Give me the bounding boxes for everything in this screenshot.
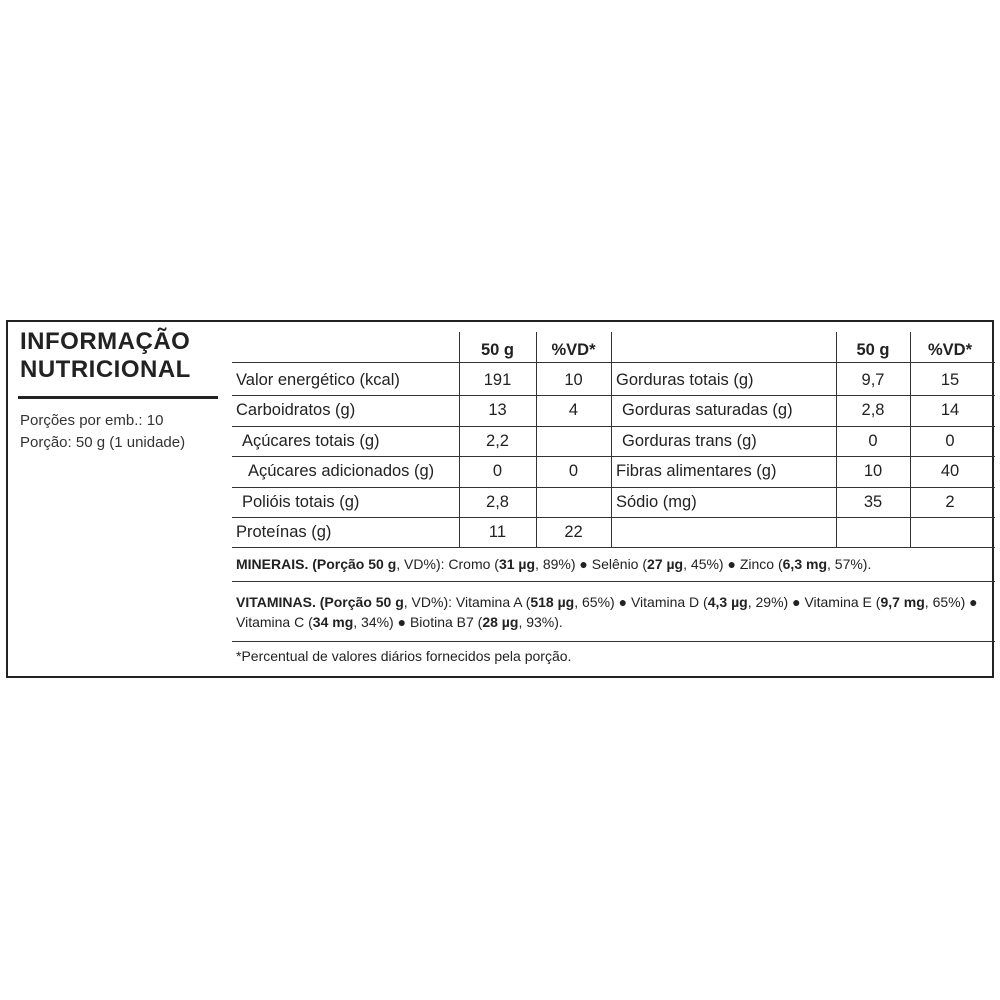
vitamin-vd: , 65%) xyxy=(924,594,970,610)
vitamins-line xyxy=(236,592,981,632)
vitamins-label: VITAMINAS. xyxy=(236,594,316,610)
minerals-label: MINERAIS. xyxy=(236,556,309,572)
mineral-name: Cromo ( xyxy=(448,556,499,572)
right-nutrient-vd: 40 xyxy=(940,462,960,480)
left-nutrient-name: Valor energético (kcal) xyxy=(236,371,400,389)
right-nutrient-name: Gorduras trans (g) xyxy=(622,432,757,450)
left-nutrient-name: Proteínas (g) xyxy=(236,523,332,541)
right-nutrient-name: Fibras alimentares (g) xyxy=(616,462,777,480)
bullet-icon: ● xyxy=(727,556,740,572)
vitamin-amount: 9,7 mg xyxy=(880,594,925,610)
col-divider xyxy=(611,332,612,547)
vitamin-name: Vitamina E ( xyxy=(804,594,881,610)
vitamin-name: Vitamina A ( xyxy=(455,594,531,610)
right-nutrient-name: Sódio (mg) xyxy=(616,493,697,511)
minerals-line xyxy=(236,554,871,574)
mineral-amount: 27 µg xyxy=(647,556,684,572)
mineral-vd: , 45%) xyxy=(683,556,728,572)
amount-header: 50 g xyxy=(480,341,515,359)
title-line-2: NUTRICIONAL xyxy=(20,356,191,383)
right-nutrient-amount: 9,7 xyxy=(861,371,885,389)
left-nutrient-name: Carboidratos (g) xyxy=(236,401,356,419)
vitamin-item xyxy=(804,594,969,610)
right-nutrient-amount xyxy=(836,517,910,547)
right-nutrient-vd: 0 xyxy=(945,432,955,450)
left-nutrient-name: Polióis totais (g) xyxy=(242,493,360,511)
mineral-name: Selênio ( xyxy=(591,556,648,572)
nutrition-facts-label xyxy=(6,320,994,678)
left-nutrient-vd: 10 xyxy=(564,371,583,389)
vitamin-vd: , 93%). xyxy=(518,614,563,630)
portion-info xyxy=(20,410,185,454)
left-nutrient-name: Açúcares adicionados (g) xyxy=(248,462,435,480)
left-nutrient-vd: 22 xyxy=(564,523,583,541)
right-nutrient-name: Gorduras totais (g) xyxy=(616,371,754,389)
left-nutrient-name: Açúcares totais (g) xyxy=(242,432,380,450)
vitamins-rule xyxy=(232,641,995,642)
title-line-1: INFORMAÇÃO xyxy=(20,328,191,355)
bullet-icon: ● xyxy=(792,594,805,610)
mineral-item xyxy=(592,556,728,572)
bullet-icon: ● xyxy=(579,556,592,572)
bullet-icon: ● xyxy=(969,594,978,610)
mineral-vd: , 57%). xyxy=(827,556,872,572)
table-bottom-rule xyxy=(232,547,995,548)
vitamin-vd: , 34%) xyxy=(353,614,398,630)
bullet-icon: ● xyxy=(397,614,410,630)
mineral-amount: 6,3 mg xyxy=(782,556,827,572)
right-nutrient-vd: 2 xyxy=(945,493,955,511)
vitamin-name: Vitamina C ( xyxy=(236,614,313,630)
left-nutrient-amount: 191 xyxy=(483,371,512,389)
minerals-vd-note: , VD%): xyxy=(396,556,449,572)
minerals-rule xyxy=(232,581,995,582)
title-rule xyxy=(18,396,218,399)
vd-header: %VD* xyxy=(927,341,972,359)
mineral-name: Zinco ( xyxy=(739,556,783,572)
left-nutrient-amount: 2,8 xyxy=(486,493,509,511)
amount-header: 50 g xyxy=(856,341,890,359)
vitamin-amount: 28 µg xyxy=(482,614,519,630)
footnote: *Percentual de valores diários fornecidos pela porção. xyxy=(236,648,572,664)
nutrition-title xyxy=(20,328,191,384)
mineral-amount: 31 µg xyxy=(498,556,536,572)
bullet-icon: ● xyxy=(618,594,631,610)
right-nutrient-amount: 35 xyxy=(863,493,883,511)
mineral-item xyxy=(740,556,872,572)
vitamin-item xyxy=(456,594,619,610)
right-nutrient-amount: 0 xyxy=(868,432,878,450)
vitamin-name: Biotina B7 ( xyxy=(409,614,483,630)
mineral-item xyxy=(448,556,579,572)
serving-size: Porção: 50 g (1 unidade) xyxy=(20,434,186,451)
vitamin-vd: , 29%) xyxy=(747,594,793,610)
left-nutrient-amount: 13 xyxy=(488,401,507,419)
vitamin-item xyxy=(236,614,398,630)
right-nutrient-vd: 14 xyxy=(940,401,960,419)
left-nutrient-amount: 0 xyxy=(492,462,503,480)
left-nutrient-vd: 4 xyxy=(568,401,579,419)
left-nutrient-vd xyxy=(536,426,611,456)
right-nutrient-amount: 10 xyxy=(863,462,883,480)
vitamin-vd: , 65%) xyxy=(574,594,619,610)
vitamin-amount: 518 µg xyxy=(530,594,575,610)
vitamin-amount: 4,3 µg xyxy=(707,594,748,610)
vitamin-item xyxy=(631,594,792,610)
right-nutrient-vd: 15 xyxy=(940,371,960,389)
vitamin-name: Vitamina D ( xyxy=(630,594,708,610)
vd-header: %VD* xyxy=(551,341,596,359)
vitamins-portion: (Porção 50 g xyxy=(319,594,404,610)
vitamin-amount: 34 mg xyxy=(312,614,354,630)
portions-per-package: Porções por emb.: 10 xyxy=(20,412,164,429)
mineral-vd: , 89%) xyxy=(535,556,580,572)
right-nutrient-name: Gorduras saturadas (g) xyxy=(622,401,793,419)
minerals-portion: (Porção 50 g xyxy=(312,556,397,572)
left-nutrient-vd xyxy=(536,487,611,517)
vitamin-item xyxy=(410,614,563,630)
vitamins-vd-note: , VD%): xyxy=(403,594,456,610)
left-nutrient-amount: 11 xyxy=(488,523,507,541)
left-nutrient-vd: 0 xyxy=(568,462,579,480)
left-nutrient-amount: 2,2 xyxy=(486,432,509,450)
right-nutrient-vd xyxy=(910,517,990,547)
right-nutrient-amount: 2,8 xyxy=(861,401,885,419)
